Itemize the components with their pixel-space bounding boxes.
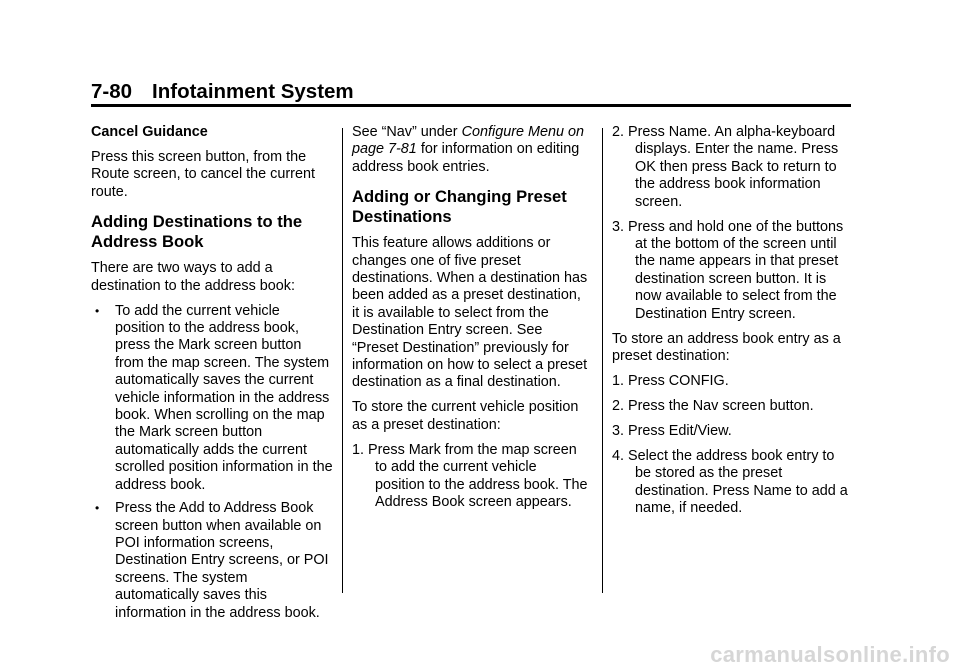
numbered-step: 2. Press Name. An alpha-keyboard displays. Enter the name. Press OK then press Back to return to the address book information screen.: [612, 124, 839, 210]
adding-destinations-heading: Adding Destinations to the Address Book: [91, 212, 303, 252]
see-prefix: See “Nav” under: [352, 124, 462, 140]
column-2: [352, 124, 590, 519]
preset-destinations-text: This feature allows additions or changes one of five preset destinations. When a destination has been added as a preset destination, it is available to select from the Destination Entry screen. See “Preset Destination” previously for information on how to select a preset destination as a final destination.: [352, 235, 588, 391]
preset-destinations-heading: Adding or Changing Preset Destinations: [352, 187, 567, 227]
bullet-text: To add the current vehicle position to the address book, press the Mark screen button from the map screen. The system automatically saves the current vehicle information in the address book. When scrolling on the map the Mark screen button automatically adds the current scrolled position information in the address book.: [115, 302, 333, 493]
configure-menu-link[interactable]: Configure Menu on page 7-81: [352, 124, 584, 158]
bullet-item: [91, 303, 333, 494]
see-configure-text: [352, 124, 590, 176]
page-header: [91, 80, 851, 104]
numbered-step: 3. Press Edit/View.: [612, 423, 732, 440]
column-divider-1: [342, 128, 343, 593]
header-rule: [91, 104, 851, 107]
bullet-icon: •: [95, 501, 100, 516]
numbered-step: 4. Select the address book entry to be stored as the preset destination. Press Name to add a name, if needed.: [612, 448, 848, 517]
bullet-item: [91, 500, 333, 622]
numbered-step: 1. Press Mark from the map screen to add the current vehicle position to the address book. The Address Book screen appears.: [352, 441, 588, 511]
cancel-guidance-heading: Cancel Guidance: [91, 124, 208, 140]
column-divider-2: [602, 128, 603, 593]
watermark: carmanualsonline.info: [710, 642, 950, 667]
adding-destinations-intro: There are two ways to add a destination to the address book:: [91, 260, 296, 294]
bullet-text: Press the Add to Address Book screen button when available on POI information screens, Destination Entry screens, or POI screens. The system automatically saves this information in the address book.: [115, 500, 329, 621]
column-1: [91, 124, 333, 628]
cancel-guidance-text: Press this screen button, from the Route screen, to cancel the current route.: [91, 149, 315, 200]
store-address-entry-intro: To store an address book entry as a preset destination:: [612, 330, 841, 365]
store-vehicle-position-intro: To store the current vehicle position as a preset destination:: [352, 399, 579, 433]
numbered-step: 1. Press CONFIG.: [612, 373, 729, 390]
page-number: 7-80: [91, 80, 133, 103]
column-3: [612, 124, 852, 525]
section-title: Infotainment System: [152, 80, 354, 103]
numbered-step: 3. Press and hold one of the buttons at the bottom of the screen until the name appears in that preset destination screen button. It is now available to select from the Destination Entry screen.: [612, 218, 844, 322]
numbered-step: 2. Press the Nav screen button.: [612, 398, 814, 415]
see-suffix: for information on editing address book entries.: [352, 141, 580, 175]
bullet-icon: •: [95, 303, 100, 318]
